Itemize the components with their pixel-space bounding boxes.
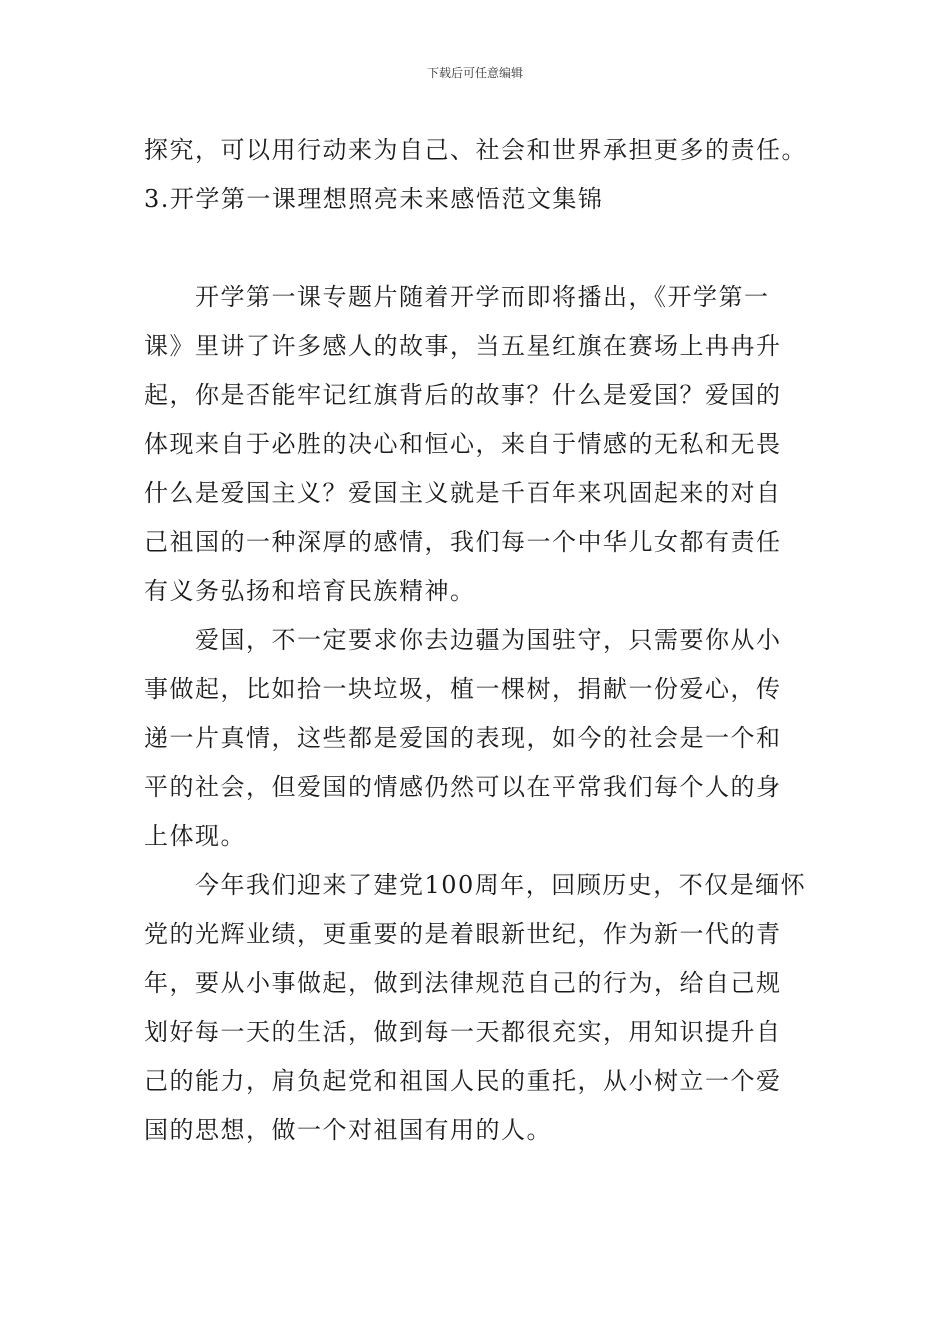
document-body	[144, 126, 809, 1155]
paragraph-line: 有义务弘扬和培育民族精神。	[144, 577, 476, 605]
paragraph-line: 体现来自于必胜的决心和恒心，来自于情感的无私和无畏	[144, 430, 782, 458]
paragraph-line: 起，你是否能牢记红旗背后的故事？什么是爱国？爱国的	[144, 381, 782, 409]
paragraph-line: 爱国，不一定要求你去边疆为国驻守，只需要你从小	[195, 626, 782, 654]
paragraph-line: 划好每一天的生活，做到每一天都很充实，用知识提升自	[144, 1018, 782, 1046]
paragraph-line: 国的思想，做一个对祖国有用的人。	[144, 1116, 552, 1144]
paragraph-line: 什么是爱国主义？爱国主义就是千百年来巩固起来的对自	[144, 479, 782, 507]
paragraph-1	[144, 273, 809, 616]
paragraph-line: 党的光辉业绩，更重要的是着眼新世纪，作为新一代的青	[144, 920, 782, 948]
paragraph-line: 今年我们迎来了建党100周年，回顾历史，不仅是缅怀	[195, 871, 807, 899]
intro-line: 探究，可以用行动来为自己、社会和世界承担更多的责任。	[144, 136, 807, 164]
paragraph-line: 平的社会，但爱国的情感仍然可以在平常我们每个人的身	[144, 773, 782, 801]
paragraph-line: 己祖国的一种深厚的感情，我们每一个中华儿女都有责任	[144, 528, 782, 556]
paragraph-line: 事做起，比如拾一块垃圾，植一棵树，捐献一份爱心，传	[144, 675, 782, 703]
section-heading: 3.开学第一课理想照亮未来感悟范文集锦	[144, 185, 604, 213]
paragraph-3	[144, 861, 809, 1155]
page-header-note: 下载后可任意编辑	[426, 66, 523, 80]
paragraph-line: 己的能力，肩负起党和祖国人民的重托，从小树立一个爱	[144, 1067, 782, 1095]
paragraph-line: 课》里讲了许多感人的故事，当五星红旗在赛场上冉冉升	[144, 332, 782, 360]
paragraph-2	[144, 616, 809, 861]
paragraph-line: 递一片真情，这些都是爱国的表现，如今的社会是一个和	[144, 724, 782, 752]
paragraph-line: 年，要从小事做起，做到法律规范自己的行为，给自己规	[144, 969, 782, 997]
blank-gap	[144, 224, 809, 273]
paragraph-line: 上体现。	[144, 822, 246, 850]
paragraph-line: 开学第一课专题片随着开学而即将播出，《开学第一	[195, 283, 770, 311]
